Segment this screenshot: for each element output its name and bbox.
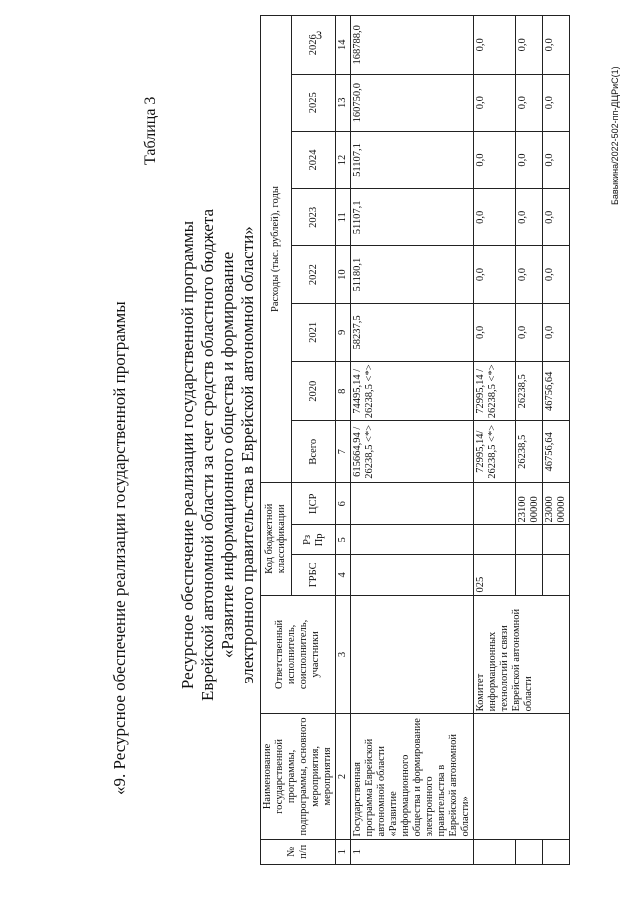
header-year: 2021 (292, 303, 336, 361)
row-value: 0,0 (543, 189, 570, 246)
row-value: 0,0 (543, 131, 570, 188)
row-value: 58237,5 (351, 303, 474, 361)
row-value: 0,0 (474, 189, 516, 246)
column-index: 6 (336, 483, 351, 525)
row-value: 168788,0 (351, 16, 474, 75)
row-csr: 23100 00000 (516, 483, 543, 525)
header-csr: ЦСР (292, 483, 336, 525)
header-year: 2020 (292, 362, 336, 421)
title-line: Еврейской автономной области за счет средств областного бюджета (198, 208, 217, 702)
row-name: Государственная программа Еврейской автономной области «Развитие информационного общества и формирование электронного правительства в Еврейской автономной области» (351, 714, 474, 839)
row-value: 0,0 (516, 16, 543, 75)
header-expenses: Расходы (тыс. рублей), годы (261, 16, 292, 483)
header-year: 2025 (292, 74, 336, 131)
row-csr: 23000 00000 (543, 483, 570, 525)
row-value: 0,0 (474, 303, 516, 361)
header-name: Наименование государственной программы, подпрограммы, основного мероприятия, мероприятия (261, 714, 336, 839)
row-csr (351, 483, 474, 525)
table-label: Таблица 3 (142, 96, 159, 165)
row-total: 46756,64 (543, 421, 570, 483)
row-num (474, 839, 516, 864)
header-year: 2022 (292, 246, 336, 303)
header-rzpr: Рз Пр (292, 525, 336, 555)
column-index: 12 (336, 131, 351, 188)
row-value: 0,0 (516, 303, 543, 361)
row-executor: Комитет информационных технологий и связи Еврейской автономной области (474, 595, 570, 714)
row-value: 0,0 (543, 303, 570, 361)
column-index: 4 (336, 555, 351, 595)
row-value: 51107,1 (351, 131, 474, 188)
header-year: 2024 (292, 131, 336, 188)
row-value: 46756,64 (543, 362, 570, 421)
row-value: 0,0 (516, 131, 543, 188)
row-num (543, 839, 570, 864)
column-index: 7 (336, 421, 351, 483)
column-index: 2 (336, 714, 351, 839)
column-index: 5 (336, 525, 351, 555)
row-grbs (543, 555, 570, 595)
header-executor: Ответственный исполнитель, соисполнитель, участники (261, 595, 336, 714)
column-index: 9 (336, 303, 351, 361)
title-line: «Развитие информационного общества и формирование (218, 251, 237, 659)
row-grbs: 025 (474, 555, 516, 595)
header-grbs: ГРБС (292, 555, 336, 595)
row-value: 0,0 (543, 16, 570, 75)
table-row (474, 16, 516, 865)
table-title (178, 145, 258, 765)
row-total: 72995,14/ 26238,5 <*> (474, 421, 516, 483)
row-value: 74495,14 / 26238,5 <*> (351, 362, 474, 421)
row-rzpr (543, 525, 570, 555)
column-index: 3 (336, 595, 351, 714)
row-value: 0,0 (474, 74, 516, 131)
header-year: 2023 (292, 189, 336, 246)
row-total: 26238,5 (516, 421, 543, 483)
column-index: 1 (336, 839, 351, 864)
header-total: Всего (292, 421, 336, 483)
row-value: 0,0 (474, 131, 516, 188)
row-value: 0,0 (516, 246, 543, 303)
row-rzpr (516, 525, 543, 555)
row-grbs (516, 555, 543, 595)
row-value: 0,0 (474, 16, 516, 75)
row-value: 0,0 (543, 74, 570, 131)
row-value: 72995,14 / 26238,5 <*> (474, 362, 516, 421)
page-number: 3 (316, 28, 322, 42)
header-budget-code: Код бюджетной классификации (261, 483, 292, 595)
row-name (474, 714, 570, 839)
column-index: 11 (336, 189, 351, 246)
row-rzpr (474, 525, 516, 555)
row-total: 615664,94 / 26238,5 <*> (351, 421, 474, 483)
row-csr (474, 483, 516, 525)
column-index: 10 (336, 246, 351, 303)
table-row (351, 16, 474, 865)
header-row (261, 16, 292, 865)
title-line: электронного правительства в Еврейской автономной области» (238, 226, 257, 684)
row-value: 0,0 (516, 74, 543, 131)
section-heading: «9. Ресурсное обеспечение реализации государственной программы (110, 301, 129, 795)
row-value: 160750,0 (351, 74, 474, 131)
header-num: № п/п (261, 839, 336, 864)
row-num (516, 839, 543, 864)
column-index: 13 (336, 74, 351, 131)
column-index: 8 (336, 362, 351, 421)
row-value: 51107,1 (351, 189, 474, 246)
row-executor (351, 595, 474, 714)
row-grbs (351, 555, 474, 595)
row-value: 0,0 (516, 189, 543, 246)
document-code: Бавыкина/2022-502-пп-ДЦРиС(1) (610, 66, 620, 205)
row-value: 0,0 (543, 246, 570, 303)
column-index-row (336, 16, 351, 865)
row-value: 0,0 (474, 246, 516, 303)
row-value: 51180,1 (351, 246, 474, 303)
budget-table (260, 15, 570, 865)
row-value: 26238,5 (516, 362, 543, 421)
row-num: 1 (351, 839, 474, 864)
title-line: Ресурсное обеспечение реализации государственной программы (178, 220, 197, 690)
row-rzpr (351, 525, 474, 555)
column-index: 14 (336, 16, 351, 75)
header-year: 2026 (292, 16, 336, 75)
